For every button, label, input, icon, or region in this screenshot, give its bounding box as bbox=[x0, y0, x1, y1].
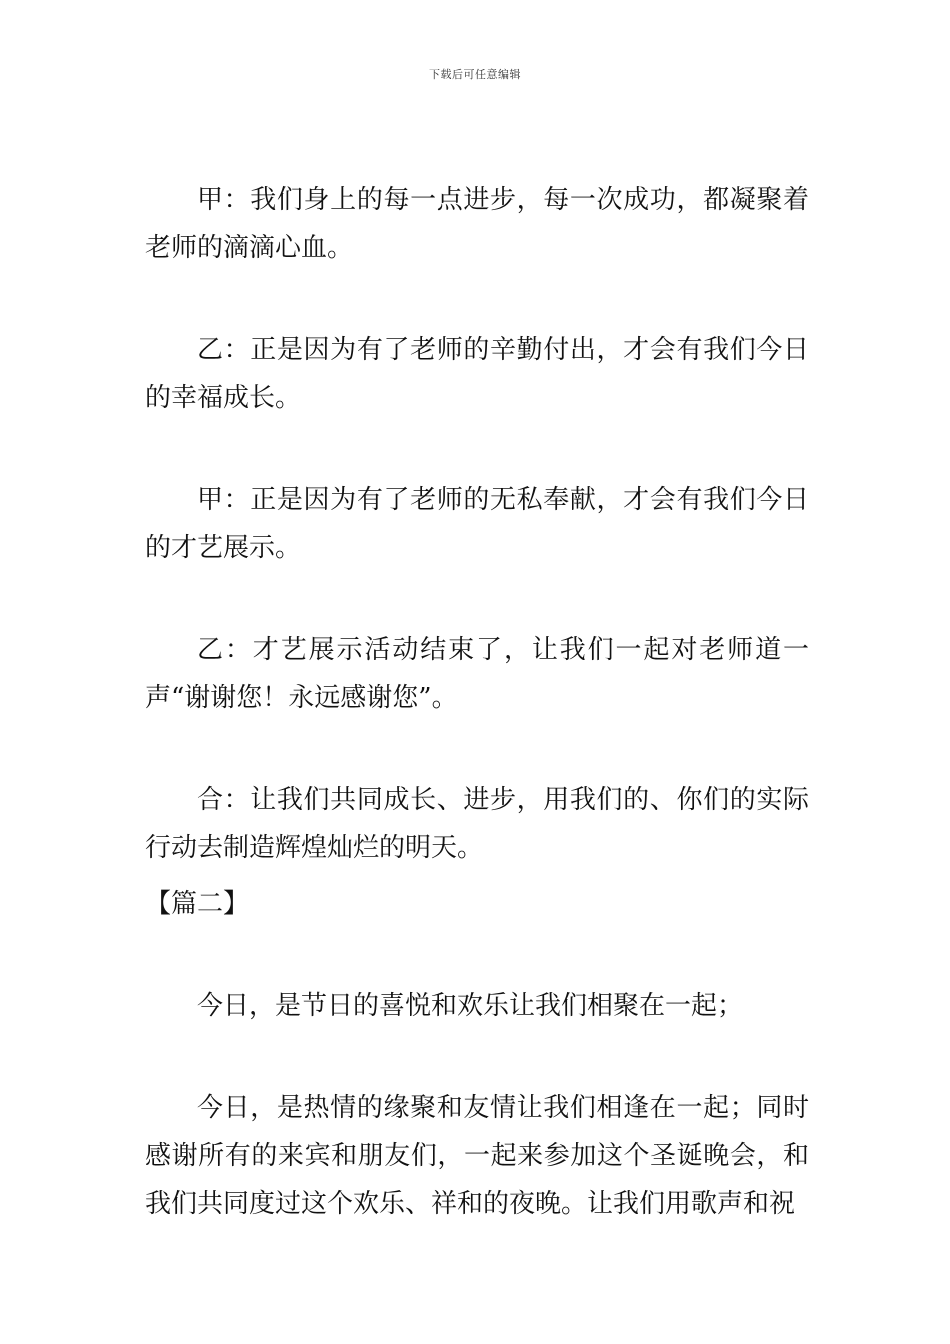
paragraph-1: 甲：我们身上的每一点进步，每一次成功，都凝聚着老师的滴滴心血。 bbox=[145, 185, 809, 263]
paragraph-spacer bbox=[145, 722, 809, 776]
paragraph-4: 乙：才艺展示活动结束了，让我们一起对老师道一声“谢谢您！永远感谢您”。 bbox=[145, 635, 809, 713]
paragraph-7: 今日，是热情的缘聚和友情让我们相逢在一起；同时感谢所有的来宾和朋友们，一起来参加这个圣诞晚会，和我们共同度过这个欢乐、祥和的夜晚。让我们用歌声和祝 bbox=[145, 1093, 809, 1219]
document-body bbox=[145, 176, 809, 1228]
paragraph-6: 今日，是节日的喜悦和欢乐让我们相聚在一起； bbox=[197, 991, 744, 1021]
paragraph-spacer bbox=[145, 572, 809, 626]
paragraph-spacer bbox=[145, 272, 809, 326]
paragraph-spacer bbox=[145, 1030, 809, 1084]
paragraph-2: 乙：正是因为有了老师的辛勤付出，才会有我们今日的幸福成长。 bbox=[145, 335, 809, 413]
paragraph-3: 甲：正是因为有了老师的无私奉献，才会有我们今日的才艺展示。 bbox=[145, 485, 809, 563]
section-heading: 【篇二】 bbox=[145, 889, 250, 919]
paragraph-spacer bbox=[145, 928, 809, 982]
paragraph-spacer bbox=[145, 872, 809, 880]
paragraph-5: 合：让我们共同成长、进步，用我们的、你们的实际行动去制造辉煌灿烂的明天。 bbox=[145, 785, 809, 863]
paragraph-spacer bbox=[145, 422, 809, 476]
page-header-note: 下载后可任意编辑 bbox=[429, 68, 521, 81]
